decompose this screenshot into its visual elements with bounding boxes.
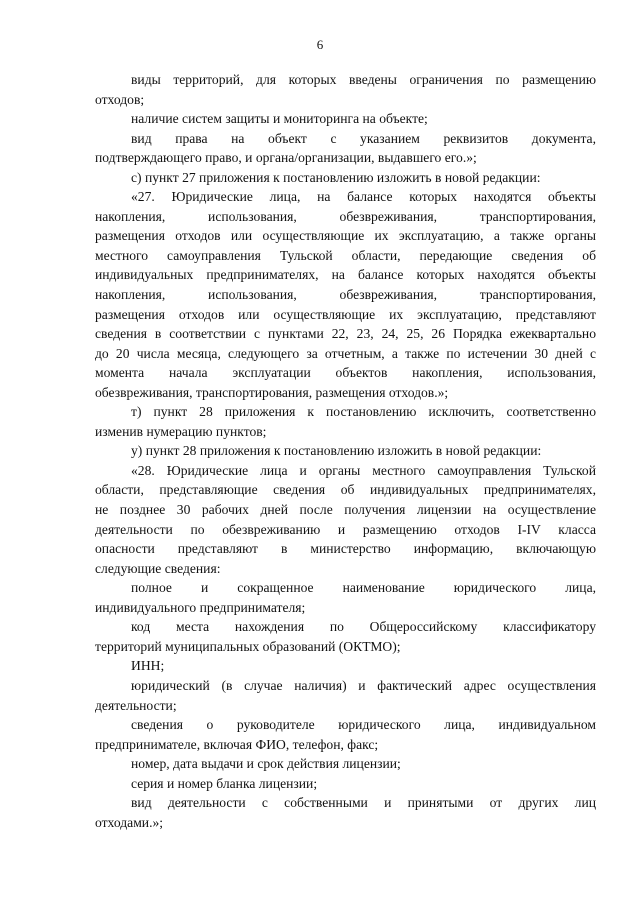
text-line: юридический (в случае наличия) и фактический адрес осуществления (131, 677, 596, 693)
text-line: опасности представляют в министерство информацию, включающую (95, 541, 596, 557)
text-line: с) пункт 27 приложения к постановлению изложить в новой редакции: (131, 169, 541, 185)
text-line: следующие сведения: (95, 560, 221, 576)
text-line: до 20 числа месяца, следующего за отчетным, а также по истечении 30 дней с (95, 345, 596, 361)
text-line: накопления, использования, обезвреживания, транспортирования, (95, 287, 596, 303)
text-line: обезвреживания, транспортирования, размещения отходов.»; (95, 384, 449, 400)
text-line: у) пункт 28 приложения к постановлению изложить в новой редакции: (131, 443, 542, 459)
text-line: не позднее 30 рабочих дней после получения лицензии на осуществление (95, 502, 596, 518)
text-line: индивидуального предпринимателя; (95, 599, 306, 615)
text-line: изменив нумерацию пунктов; (95, 423, 267, 439)
text-line: наличие систем защиты и мониторинга на объекте; (131, 111, 428, 127)
text-line: подтверждающего право, и органа/организации, выдавшего его.»; (95, 150, 477, 166)
text-line: деятельности; (95, 697, 177, 713)
text-line: деятельности по обезвреживанию и размещению отходов I-IV класса (95, 521, 596, 537)
text-line: сведения в соответствии с пунктами 22, 23, 24, 25, 26 Порядка ежеквартально (95, 326, 596, 342)
text-line: размещения отходов или осуществляющие их эксплуатацию, представляют (95, 306, 596, 322)
text-line: вид деятельности с собственными и принятыми от других лиц (131, 795, 596, 811)
page-number: 6 (316, 37, 324, 52)
text-line: индивидуальных предпринимателях, на балансе которых находятся объекты (95, 267, 596, 283)
text-line: момента начала эксплуатации объектов накопления, использования, (95, 365, 596, 381)
text-line: код места нахождения по Общероссийскому классификатору (131, 619, 596, 635)
text-line: территорий муниципальных образований (ОКТМО); (95, 638, 401, 654)
text-line: «27. Юридические лица, на балансе которых находятся объекты (131, 189, 596, 205)
text-line: накопления, использования, обезвреживания, транспортирования, (95, 208, 596, 224)
text-line: отходов; (95, 91, 145, 107)
text-line: виды территорий, для которых введены ограничения по размещению (131, 72, 596, 87)
text-line: области, представляющие сведения об индивидуальных предпринимателях, (95, 482, 596, 498)
text-line: сведения о руководителе юридического лица, индивидуальном (131, 717, 596, 733)
text-line: местного самоуправления Тульской области, передающие сведения об (95, 247, 596, 263)
text-line: «28. Юридические лица и органы местного самоуправления Тульской (131, 462, 596, 478)
text-line: предпринимателе, включая ФИО, телефон, факс; (95, 736, 379, 752)
text-line: вид права на объект с указанием реквизитов документа, (131, 130, 596, 146)
text-line: номер, дата выдачи и срок действия лицензии; (131, 756, 401, 772)
text-line: отходами.»; (95, 814, 164, 830)
text-line: полное и сокращенное наименование юридического лица, (131, 580, 596, 596)
text-line: т) пункт 28 приложения к постановлению исключить, соответственно (131, 404, 596, 420)
document-body (95, 70, 596, 832)
text-line: серия и номер бланка лицензии; (131, 775, 318, 791)
text-line: размещения отходов или осуществляющие их эксплуатацию, а также органы (95, 228, 596, 244)
text-line: ИНН; (131, 658, 165, 674)
